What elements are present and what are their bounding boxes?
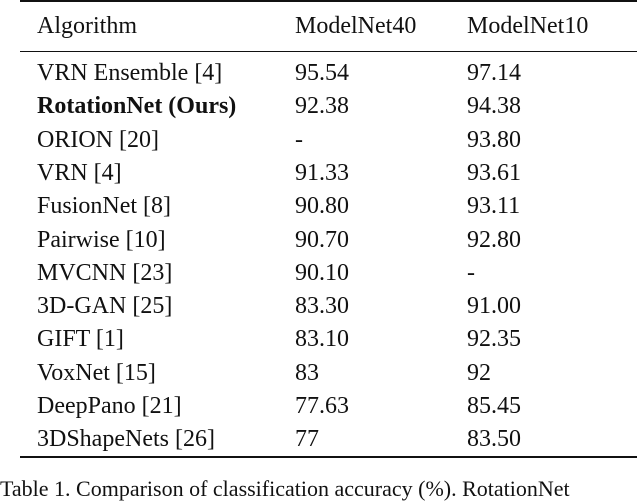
cell-modelnet40: 92.38: [295, 93, 349, 119]
cell-algorithm: Pairwise [10]: [37, 227, 166, 253]
cell-modelnet10: 83.50: [467, 426, 521, 452]
cell-modelnet10: 92.35: [467, 326, 521, 352]
table-bottom-rule: [20, 456, 637, 458]
cell-modelnet40: 83.30: [295, 293, 349, 319]
cell-modelnet40: 91.33: [295, 160, 349, 186]
cell-algorithm: VRN Ensemble [4]: [37, 60, 223, 86]
header-rule: [20, 51, 637, 52]
table-caption: Table 1. Comparison of classification accuracy (%). RotationNet: [0, 476, 570, 501]
cell-modelnet10: -: [467, 260, 475, 286]
cell-modelnet40: 77.63: [295, 393, 349, 419]
header-modelnet40: ModelNet40: [295, 13, 417, 39]
header-modelnet10: ModelNet10: [467, 13, 589, 39]
header-algorithm: Algorithm: [37, 13, 137, 39]
cell-algorithm: 3D-GAN [25]: [37, 293, 173, 319]
cell-algorithm: FusionNet [8]: [37, 193, 171, 219]
cell-modelnet10: 93.80: [467, 127, 521, 153]
cell-modelnet10: 91.00: [467, 293, 521, 319]
cell-algorithm: 3DShapeNets [26]: [37, 426, 215, 452]
table-top-rule: [20, 0, 637, 2]
cell-modelnet40: 90.10: [295, 260, 349, 286]
cell-modelnet40: 90.70: [295, 227, 349, 253]
cell-modelnet40: 83.10: [295, 326, 349, 352]
cell-modelnet40: 95.54: [295, 60, 349, 86]
cell-modelnet40: 90.80: [295, 193, 349, 219]
cell-algorithm: GIFT [1]: [37, 326, 124, 352]
cell-modelnet10: 93.61: [467, 160, 521, 186]
cell-algorithm: ORION [20]: [37, 127, 159, 153]
cell-algorithm: DeepPano [21]: [37, 393, 182, 419]
cell-modelnet10: 97.14: [467, 60, 521, 86]
cell-modelnet10: 94.38: [467, 93, 521, 119]
cell-modelnet10: 92: [467, 360, 491, 386]
cell-modelnet10: 92.80: [467, 227, 521, 253]
cell-algorithm: RotationNet (Ours): [37, 93, 237, 119]
cell-algorithm: MVCNN [23]: [37, 260, 173, 286]
cell-modelnet10: 93.11: [467, 193, 521, 219]
cell-algorithm: VRN [4]: [37, 160, 122, 186]
cell-modelnet10: 85.45: [467, 393, 521, 419]
cell-algorithm: VoxNet [15]: [37, 360, 156, 386]
cell-modelnet40: 83: [295, 360, 319, 386]
cell-modelnet40: -: [295, 127, 303, 153]
cell-modelnet40: 77: [295, 426, 319, 452]
